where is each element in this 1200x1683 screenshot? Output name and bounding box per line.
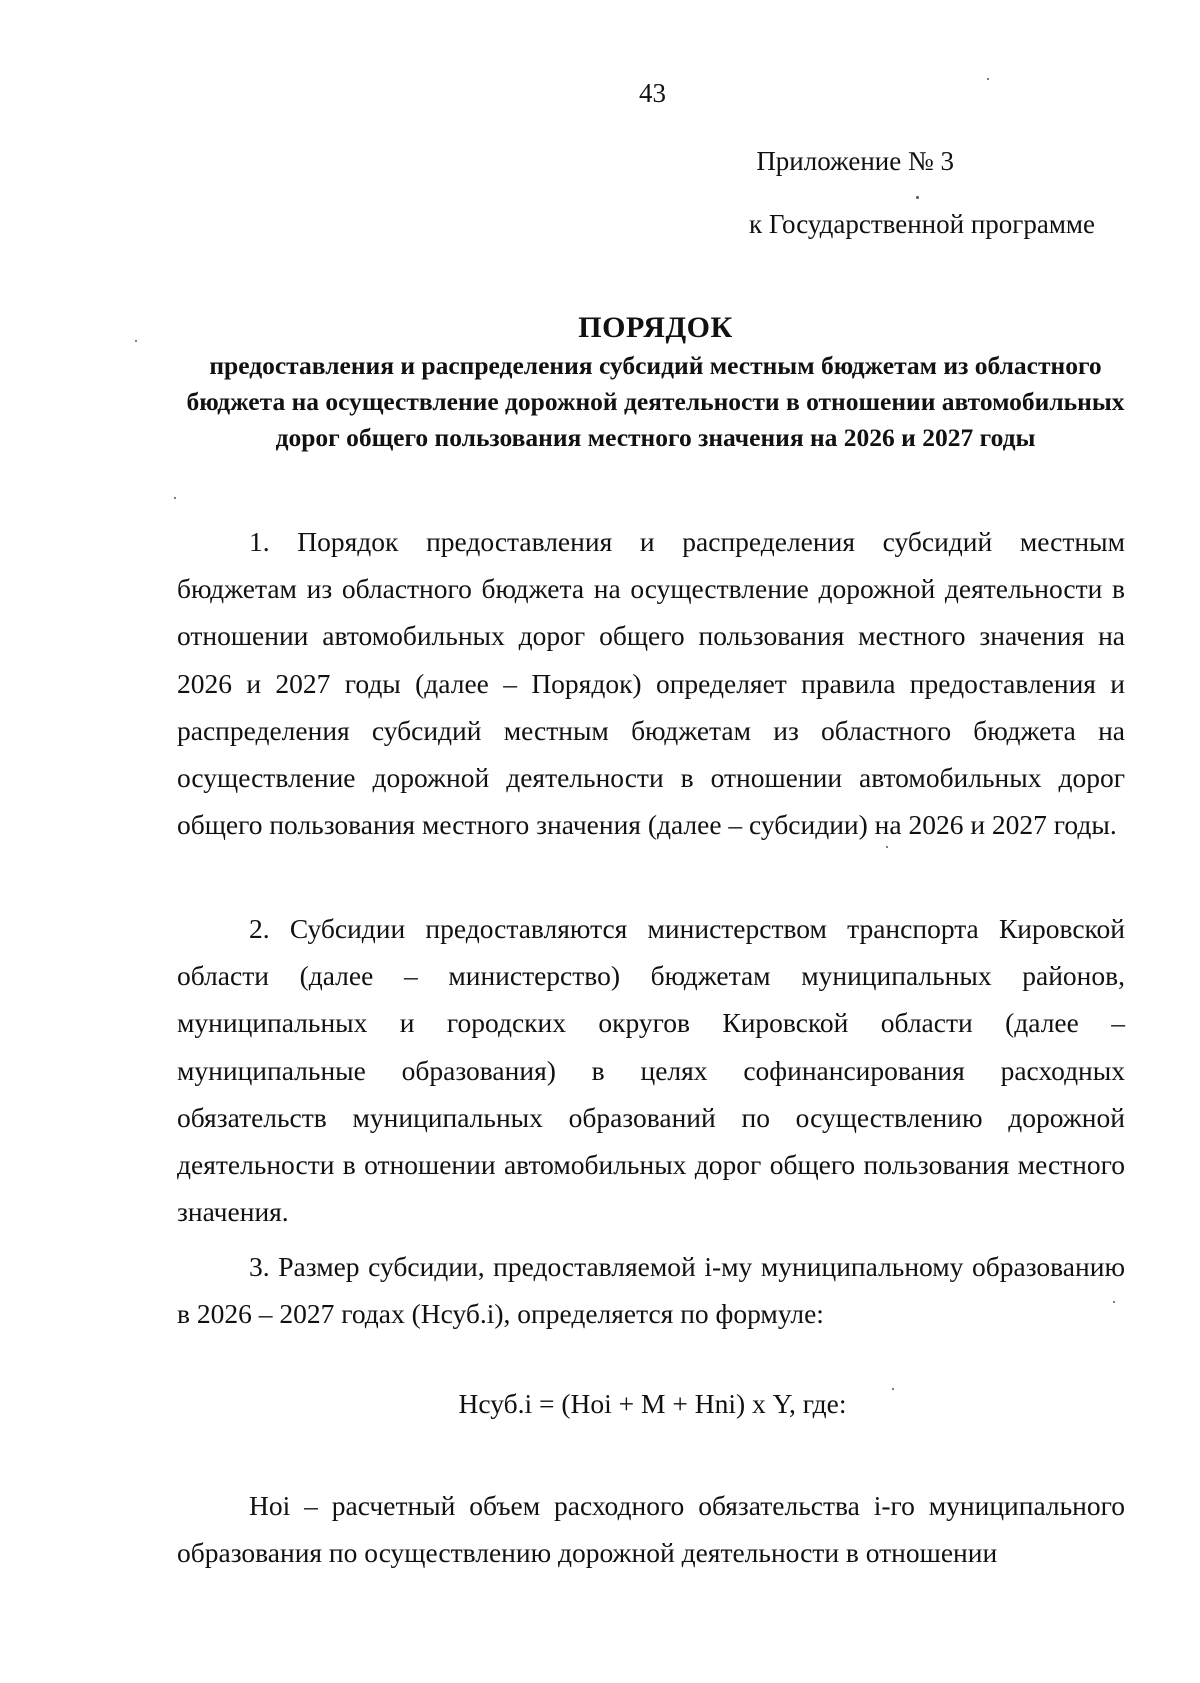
paragraph-3: [177, 1243, 1125, 1337]
scan-speck: [174, 497, 176, 499]
paragraph-1-text: 1. Порядок предоставления и распределения субсидий местным бюджетам из областного бюджета на осуществление дорожной деятельности в отношении автомобильных дорог общего пользования местного значения на 2026 и 2027 годы (далее – Порядок) определяет правила предоставления и распределения субсидий местным бюджетам из областного бюджета на осуществление дорожной деятельности в отношении автомобильных дорог общего пользования местного значения (далее – субсидии) на 2026 и 2027 годы.: [177, 526, 1125, 841]
paragraph-1: [177, 518, 1125, 848]
paragraph-3-text: 3. Размер субсидии, предоставляемой i-му муниципальному образованию в 2026 – 2027 годах (Нсуб.i), определяется по формуле:: [177, 1251, 1125, 1330]
paragraph-4-text: Hoi – расчетный объем расходного обязательства i-го муниципального образования по осуществлению дорожной деятельности в отношении: [177, 1490, 1125, 1569]
scan-speck: [1113, 1301, 1115, 1303]
scan-speck: [916, 196, 919, 199]
page-number: 43: [639, 78, 666, 108]
document-title: [168, 308, 1143, 456]
paragraph-4: [177, 1482, 1125, 1576]
scan-speck: [987, 78, 989, 80]
annex-number: Приложение № 3: [756, 146, 954, 176]
subsidy-formula: Нсуб.i = (Hoi + М + Hni) х Y, где:: [458, 1388, 847, 1419]
scan-speck: [886, 846, 888, 848]
annex-reference: к Государственной программе: [748, 209, 1095, 239]
title-subtitle: предоставления и распределения субсидий местным бюджетам из областного бюджета на осуществление дорожной деятельности в отношении автомобильных дорог общего пользования местного значения на 2026 и 2027 годы: [186, 351, 1125, 452]
paragraph-2-text: 2. Субсидии предоставляются министерством транспорта Кировской области (далее – министерство) бюджетам муниципальных районов, муниципальных и городских округов Кировской области (далее – муниципальные образования) в целях софинансирования расходных обязательств муниципальных образований по осуществлению дорожной деятельности в отношении автомобильных дорог общего пользования местного значения.: [177, 913, 1125, 1228]
scan-speck: [135, 340, 137, 342]
scan-speck: [892, 1388, 894, 1390]
paragraph-2: [177, 905, 1125, 1235]
title-heading: ПОРЯДОК: [578, 311, 733, 344]
